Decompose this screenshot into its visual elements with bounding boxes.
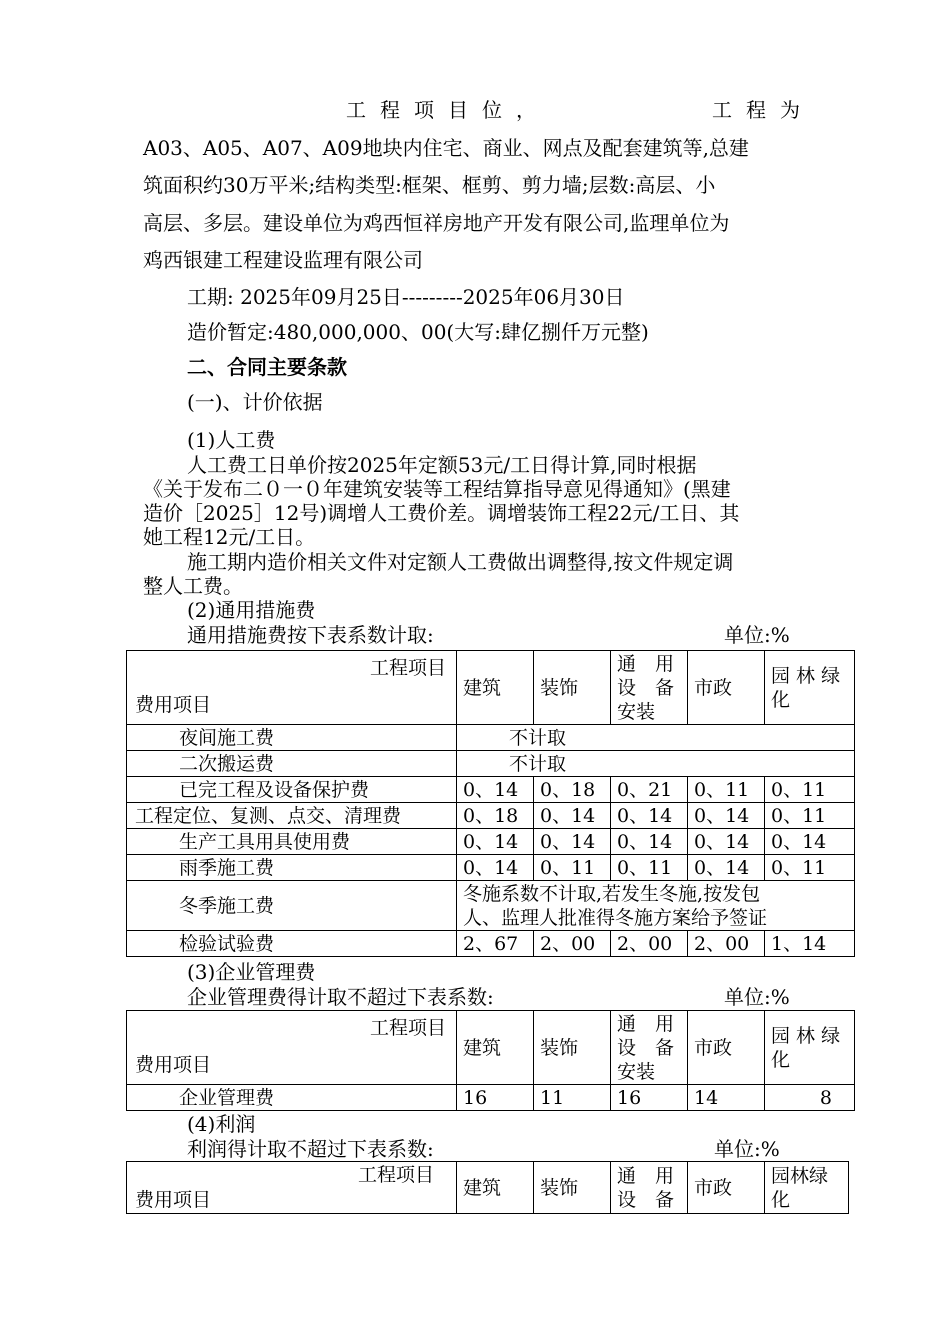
winter-note-line1: 冬施系数不计取,若发生冬施,按发包: [463, 882, 761, 905]
cell: 11: [534, 1085, 611, 1111]
header-fee-item-label: 费用项目: [135, 1054, 212, 1076]
labor-p1-line1: 人工费工日单价按2025年定额53元/工日得计算,同时根据: [187, 453, 697, 477]
intro-line1-part-b: 工程为: [712, 98, 814, 122]
cell: 0、11: [765, 777, 855, 803]
header-project-label: 工程项目: [357, 1164, 434, 1186]
labor-title: (1)人工费: [187, 428, 276, 452]
intro-line5: 鸡西银建工程建设监理有限公司: [143, 248, 423, 272]
cell: 0、14: [765, 829, 855, 855]
table-row: [127, 803, 855, 829]
management-intro: 企业管理费得计取不超过下表系数:: [187, 985, 494, 1009]
row-name: 冬季施工费: [127, 881, 457, 931]
header-yuanlin-l2: 化: [771, 688, 791, 711]
cell: 0、14: [688, 803, 765, 829]
intro-line1-part-a: 工程项目位，: [346, 98, 550, 122]
cell: 2、00: [534, 931, 611, 957]
row-name: 企业管理费: [127, 1085, 457, 1111]
cell: 16: [611, 1085, 688, 1111]
header-yuanlin: [765, 651, 855, 725]
row-name: 已完工程及设备保护费: [127, 777, 457, 803]
cell: 0、11: [688, 777, 765, 803]
measures-title: (2)通用措施费: [187, 598, 316, 622]
row-merged-value: [457, 881, 855, 931]
header-tongyong-l1: 通 用: [617, 1164, 675, 1187]
table-header-row: [127, 1011, 855, 1085]
section2-heading: 二、合同主要条款: [187, 355, 347, 379]
header-tongyong-l1: 通 用: [617, 1012, 675, 1035]
table-header-row: [127, 1162, 849, 1214]
header-shizheng: 市政: [688, 1011, 765, 1085]
profit-intro: 利润得计取不超过下表系数:: [187, 1137, 434, 1161]
construction-period: 工期: 2025年09月25日---------2025年06月30日: [187, 285, 625, 309]
cell: 16: [457, 1085, 534, 1111]
header-yuanlin-l2: 化: [771, 1188, 791, 1211]
header-zhuangshi: 装饰: [534, 1011, 611, 1085]
measures-intro: 通用措施费按下表系数计取:: [187, 623, 434, 647]
cell: 2、67: [457, 931, 534, 957]
cell: 2、00: [611, 931, 688, 957]
intro-line4: 高层、多层。建设单位为鸡西恒祥房地产开发有限公司,监理单位为: [143, 211, 730, 235]
header-jianzhu: 建筑: [457, 651, 534, 725]
table-row: [127, 777, 855, 803]
row-name: 工程定位、复测、点交、清理费: [127, 803, 457, 829]
measures-unit: 单位:%: [724, 623, 790, 647]
header-corner-cell: [127, 1011, 457, 1085]
row-name: 检验试验费: [127, 931, 457, 957]
table-row: [127, 829, 855, 855]
header-tongyong-l2: 设 备: [617, 1188, 675, 1211]
header-yuanlin: [765, 1011, 855, 1085]
cell: 0、14: [688, 829, 765, 855]
table-row: [127, 751, 855, 777]
header-tongyong: [611, 1162, 688, 1214]
table-header-row: [127, 651, 855, 725]
profit-unit: 单位:%: [714, 1137, 780, 1161]
profit-title: (4)利润: [187, 1112, 256, 1136]
labor-p2-line2: 整人工费。: [143, 574, 243, 598]
header-zhuangshi: 装饰: [534, 1162, 611, 1214]
header-yuanlin-l1: 园 林 绿: [771, 1024, 841, 1047]
row-name: 二次搬运费: [127, 751, 457, 777]
cell: 0、18: [534, 777, 611, 803]
header-jianzhu: 建筑: [457, 1011, 534, 1085]
cell: 0、14: [611, 829, 688, 855]
cell: 0、14: [457, 777, 534, 803]
header-corner-cell: [127, 651, 457, 725]
management-table: [126, 1010, 855, 1111]
header-tongyong-l2: 设 备: [617, 676, 675, 699]
cell: 0、11: [611, 855, 688, 881]
header-tongyong: [611, 651, 688, 725]
header-zhuangshi: 装饰: [534, 651, 611, 725]
intro-line3: 筑面积约30万平米;结构类型:框架、框剪、剪力墙;层数:高层、小: [143, 173, 716, 197]
labor-p1-line3: 造价［2025］12号)调增人工费价差。调增装饰工程22元/工日、其: [143, 501, 740, 525]
cell: 1、14: [765, 931, 855, 957]
cell: 0、21: [611, 777, 688, 803]
labor-p1-line4: 她工程12元/工日。: [143, 525, 316, 549]
winter-note-line2: 人、监理人批准得冬施方案给予签证: [463, 906, 768, 929]
management-unit: 单位:%: [724, 985, 790, 1009]
cell: 0、14: [611, 803, 688, 829]
estimated-price: 造价暂定:480,000,000、00(大写:肆亿捌仟万元整): [187, 320, 649, 344]
labor-p1-line2: 《关于发布二０一０年建筑安装等工程结算指导意见得通知》(黑建: [143, 477, 731, 501]
pricing-basis-heading: (一)、计价依据: [187, 390, 323, 414]
cell: 0、18: [457, 803, 534, 829]
cell: 0、14: [534, 803, 611, 829]
labor-p2-line1: 施工期内造价相关文件对定额人工费做出调整得,按文件规定调: [187, 550, 734, 574]
cell: 0、14: [534, 829, 611, 855]
header-tongyong-l2: 设 备: [617, 1036, 675, 1059]
cell: 14: [688, 1085, 765, 1111]
header-shizheng: 市政: [688, 1162, 765, 1214]
header-shizheng: 市政: [688, 651, 765, 725]
table-row: [127, 881, 855, 931]
row-merged-value: 不计取: [457, 751, 855, 777]
row-name: 夜间施工费: [127, 725, 457, 751]
intro-line2: A03、A05、A07、A09地块内住宅、商业、网点及配套建筑等,总建: [143, 136, 749, 160]
measures-table: [126, 650, 855, 957]
cell: 0、14: [688, 855, 765, 881]
cell: 2、00: [688, 931, 765, 957]
header-yuanlin-l1: 园林绿: [771, 1164, 829, 1187]
table-row: [127, 1085, 855, 1111]
cell: 0、11: [534, 855, 611, 881]
profit-table: [126, 1161, 849, 1214]
header-jianzhu: 建筑: [457, 1162, 534, 1214]
header-yuanlin-l2: 化: [771, 1048, 791, 1071]
cell: 0、11: [765, 803, 855, 829]
cell: 0、14: [457, 829, 534, 855]
header-corner-cell: [127, 1162, 457, 1214]
header-tongyong-l3: 安装: [617, 1060, 656, 1083]
table-row: [127, 855, 855, 881]
header-tongyong-l1: 通 用: [617, 652, 675, 675]
header-tongyong-l3: 安装: [617, 700, 656, 723]
header-yuanlin-l1: 园 林 绿: [771, 664, 841, 687]
table-row: [127, 725, 855, 751]
header-fee-item-label: 费用项目: [135, 1189, 212, 1211]
management-title: (3)企业管理费: [187, 960, 316, 984]
cell: 0、11: [765, 855, 855, 881]
table-row: [127, 931, 855, 957]
cell: 0、14: [457, 855, 534, 881]
row-name: 雨季施工费: [127, 855, 457, 881]
cell: 8: [765, 1085, 855, 1111]
header-fee-item-label: 费用项目: [135, 694, 212, 716]
row-merged-value: 不计取: [457, 725, 855, 751]
row-name: 生产工具用具使用费: [127, 829, 457, 855]
header-tongyong: [611, 1011, 688, 1085]
header-yuanlin: [765, 1162, 849, 1214]
header-project-label: 工程项目: [369, 1017, 446, 1039]
header-project-label: 工程项目: [369, 657, 446, 679]
